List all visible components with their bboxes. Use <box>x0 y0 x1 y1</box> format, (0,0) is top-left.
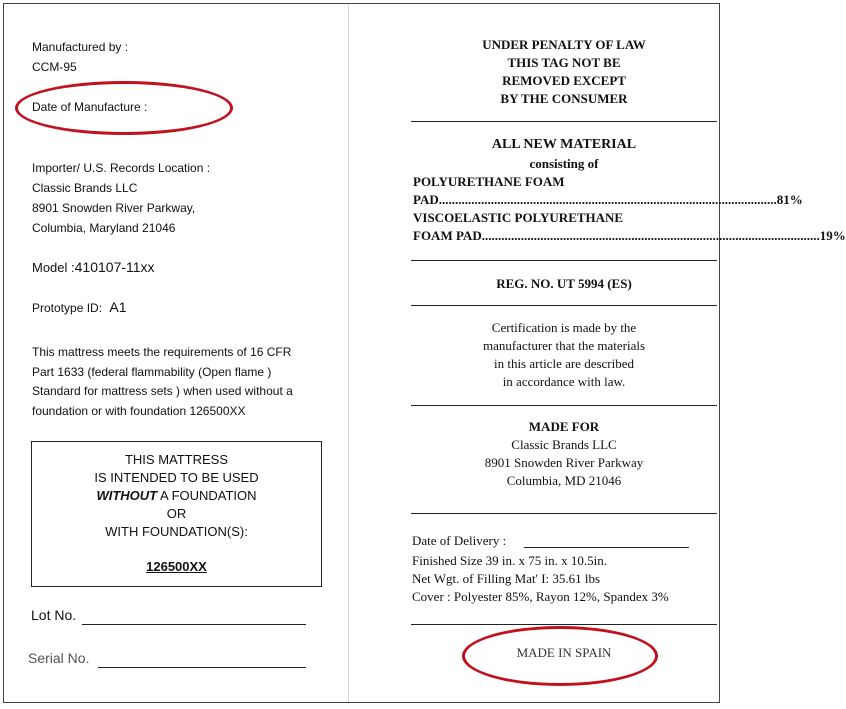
divider <box>411 624 717 625</box>
box-line-3 <box>32 488 321 503</box>
certification-line-4: in accordance with law. <box>502 374 626 389</box>
compliance-line-3: Standard for mattress sets ) when used without a <box>32 384 293 398</box>
left-panel <box>4 4 348 702</box>
cover-composition: Cover : Polyester 85%, Rayon 12%, Spandex 3% <box>412 589 669 604</box>
foundation-notice-box <box>31 441 322 587</box>
highlight-oval-date-of-manufacture <box>15 81 233 135</box>
serial-label: Serial No. <box>28 650 90 666</box>
made-for-name: Classic Brands LLC <box>511 437 617 452</box>
penalty-line-3: REMOVED EXCEPT <box>502 73 626 88</box>
compliance-line-1: This mattress meets the requirements of 16 CFR <box>32 345 292 359</box>
material-heading: ALL NEW MATERIAL <box>491 137 637 152</box>
model-value: 410107-11xx <box>74 259 155 275</box>
material-2-row <box>413 228 846 244</box>
certification-line-3: in this article are described <box>493 356 635 371</box>
prototype-row <box>32 299 127 315</box>
divider <box>411 405 717 406</box>
date-of-manufacture-label: Date of Manufacture : <box>32 100 148 114</box>
box-line-3-emphasis: WITHOUT <box>96 488 158 503</box>
right-panel <box>349 4 846 702</box>
material-1-name-cont: PAD <box>413 192 439 207</box>
penalty-line-1: UNDER PENALTY OF LAW <box>482 37 646 52</box>
model-row <box>32 259 155 275</box>
divider <box>411 121 717 122</box>
material-1-percent: 81% <box>776 192 803 207</box>
compliance-line-2: Part 1633 (federal flammability (Open flame ) <box>32 365 272 379</box>
importer-city: Columbia, Maryland 21046 <box>32 221 176 235</box>
material-2-name: VISCOELASTIC POLYURETHANE <box>413 210 624 225</box>
foundation-code: 126500XX <box>146 559 207 574</box>
law-tag <box>3 3 846 703</box>
material-sub: consisting of <box>529 156 599 171</box>
serial-number-line <box>98 667 306 668</box>
box-line-1: THIS MATTRESS <box>124 452 229 467</box>
material-2-percent: 19% <box>819 228 846 243</box>
certification-line-1: Certification is made by the <box>491 320 637 335</box>
made-for-heading: MADE FOR <box>528 419 600 434</box>
finished-size: Finished Size 39 in. x 75 in. x 10.5in. <box>412 553 607 568</box>
box-line-4: OR <box>166 506 187 521</box>
importer-name: Classic Brands LLC <box>32 181 138 195</box>
box-line-5: WITH FOUNDATION(S): <box>105 524 248 539</box>
divider <box>411 305 717 306</box>
registration-number: REG. NO. UT 5994 (ES) <box>496 276 632 291</box>
net-weight: Net Wgt. of Filling Mat' I: 35.61 lbs <box>412 571 601 586</box>
leader-dots: ........................................................................................................ <box>438 192 777 207</box>
material-1-row <box>413 192 803 208</box>
divider <box>411 513 717 514</box>
highlight-oval-made-in-spain <box>462 626 658 686</box>
box-line-3-rest: A FOUNDATION <box>157 488 257 503</box>
importer-label: Importer/ U.S. Records Location : <box>32 161 211 175</box>
made-for-street: 8901 Snowden River Parkway <box>484 455 644 470</box>
lot-number-line <box>82 624 306 625</box>
compliance-line-4: foundation or with foundation 126500XX <box>32 404 246 418</box>
date-of-delivery-label: Date of Delivery : <box>412 533 507 548</box>
importer-street: 8901 Snowden River Parkway, <box>32 201 196 215</box>
prototype-value: A1 <box>109 299 127 315</box>
leader-dots: ........................................................................................................ <box>481 228 820 243</box>
divider <box>411 260 717 261</box>
made-for-city: Columbia, MD 21046 <box>506 473 622 488</box>
prototype-label: Prototype ID: <box>32 301 103 315</box>
manufactured-by-label: Manufactured by : <box>32 40 129 54</box>
country-of-origin: MADE IN SPAIN <box>516 645 612 660</box>
model-label: Model : <box>32 260 75 275</box>
penalty-line-4: BY THE CONSUMER <box>500 91 628 106</box>
manufacturer-code: CCM-95 <box>32 60 77 74</box>
certification-line-2: manufacturer that the materials <box>482 338 646 353</box>
penalty-line-2: THIS TAG NOT BE <box>507 55 621 70</box>
material-2-name-cont: FOAM PAD <box>413 228 482 243</box>
material-1-name: POLYURETHANE FOAM <box>413 174 565 189</box>
box-line-2: IS INTENDED TO BE USED <box>94 470 259 485</box>
date-of-delivery-line <box>524 547 689 548</box>
lot-label: Lot No. <box>31 607 77 623</box>
